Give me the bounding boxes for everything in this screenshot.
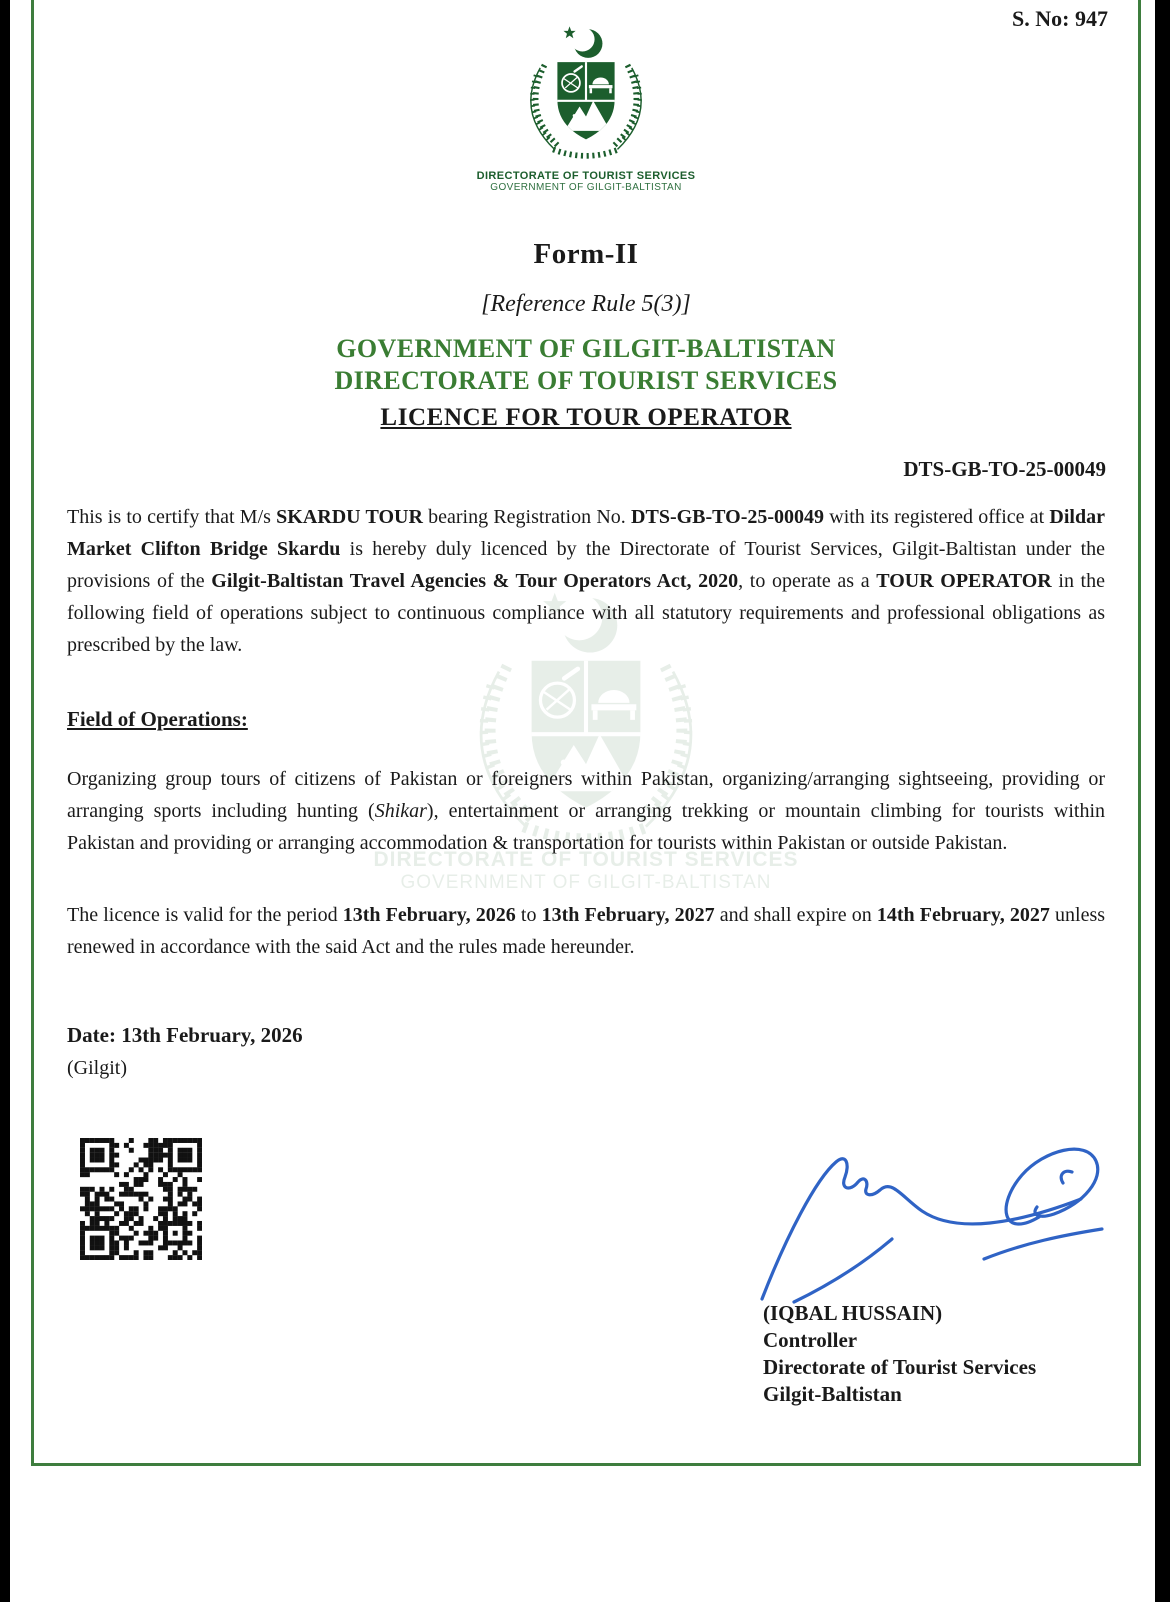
- licence-title: LICENCE FOR TOUR OPERATOR: [380, 404, 792, 431]
- validity-paragraph: The licence is valid for the period 13th February, 2026 to 13th February, 2027 and shall expire on 14th February, 2027 unless renewed in accordance with the said Act and the rules made hereunder.: [67, 904, 1106, 958]
- department-logo: [34, 25, 1138, 193]
- serial-number: S. No: 947: [1012, 6, 1108, 31]
- qr-code: [80, 1138, 202, 1260]
- watermark-caption-line2: GOVERNMENT OF GILGIT-BALTISTAN: [400, 872, 772, 893]
- issue-date: Date: 13th February, 2026: [67, 1023, 303, 1047]
- signature-ink: [734, 1117, 1129, 1305]
- signatory-title: Controller: [763, 1328, 858, 1352]
- signatory-block: [763, 1300, 1036, 1408]
- field-of-operations-paragraph: Organizing group tours of citizens of Pakistan or foreigners within Pakistan, organizing/arranging sightseeing, providing or arranging sports including hunting (Shikar), entertainment or arranging trekking or mountain climbing for tourists within Pakistan and providing or arranging accommodation & transportation for tourists within Pakistan or outside Pakistan.: [67, 768, 1106, 854]
- directorate-heading: DIRECTORATE OF TOURIST SERVICES: [334, 366, 838, 395]
- crest-emblem-graphic: [507, 25, 665, 168]
- form-title: Form-II: [533, 238, 639, 270]
- signatory-region: Gilgit-Baltistan: [763, 1382, 902, 1406]
- watermark-caption-line1: DIRECTORATE OF TOURIST SERVICES: [373, 848, 799, 871]
- reference-rule: [Reference Rule 5(3)]: [481, 291, 691, 317]
- signatory-organization: Directorate of Tourist Services: [763, 1355, 1037, 1379]
- certificate-border-frame: [31, 0, 1141, 1466]
- certification-paragraph: This is to certify that M/s SKARDU TOUR bearing Registration No. DTS-GB-TO-25-00049 with its registered office at Dildar Market Clifton Bridge Skardu is hereby duly licenced by the Directorate of Tourist Services, Gilgit-Baltistan under the provisions of the Gilgit-Baltistan Travel Agencies & Tour Operators Act, 2020, to operate as a TOUR OPERATOR in the following field of operations subject to continuous compliance with all statutory requirements and professional obligations as prescribed by the law.: [67, 506, 1106, 656]
- issue-place: (Gilgit): [67, 1057, 127, 1079]
- logo-caption-line2: GOVERNMENT OF GILGIT-BALTISTAN: [490, 182, 682, 193]
- scan-edge-left: [0, 0, 10, 1602]
- government-heading: GOVERNMENT OF GILGIT-BALTISTAN: [336, 334, 836, 363]
- signatory-name: (IQBAL HUSSAIN): [763, 1301, 943, 1325]
- scan-edge-right: [1155, 0, 1170, 1602]
- licence-number: DTS-GB-TO-25-00049: [903, 457, 1106, 481]
- field-of-operations-heading: Field of Operations:: [67, 707, 248, 731]
- logo-caption-line1: DIRECTORATE OF TOURIST SERVICES: [476, 170, 696, 182]
